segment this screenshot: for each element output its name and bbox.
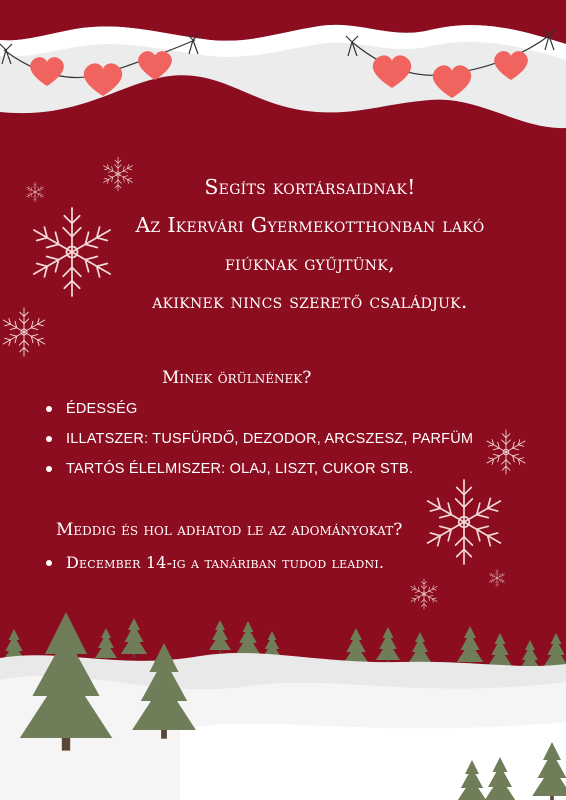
headline	[60, 168, 560, 320]
bullet-icon	[46, 436, 52, 442]
list-item: ILLATSZER: TUSFÜRDŐ, DEZODOR, ARCSZESZ, PARFÜM	[44, 424, 473, 454]
headline-line-3: fiúknak gyűjtünk,	[225, 251, 395, 275]
wishes-title: Minek örülnének?	[162, 368, 312, 388]
wishes-list	[44, 394, 473, 484]
list-item: ÉDESSÉG	[44, 394, 473, 424]
list-item: TARTÓS ÉLELMISZER: OLAJ, LISZT, CUKOR STB.	[44, 454, 473, 484]
donation-list	[44, 548, 384, 578]
donation-title: Meddig és hol adhatod le az adományokat?	[56, 520, 403, 540]
bullet-icon	[46, 406, 52, 412]
bullet-icon	[46, 560, 52, 566]
bottom-landscape	[0, 600, 566, 800]
headline-line-1: Segíts kortársaidnak!	[204, 175, 416, 199]
list-item: December 14-ig a tanáriban tudod leadni.	[44, 548, 384, 578]
snowflake-icon	[485, 430, 528, 474]
snowflake-icon	[488, 569, 505, 587]
snowflake-icon	[25, 182, 44, 202]
snowflake-icon	[1, 308, 47, 356]
snowflake-icon	[423, 480, 504, 564]
bullet-icon	[46, 466, 52, 472]
headline-line-2: Az Ikervári Gyermekotthonban lakó	[135, 213, 485, 237]
headline-line-4: akiknek nincs szerető családjuk.	[152, 289, 468, 313]
